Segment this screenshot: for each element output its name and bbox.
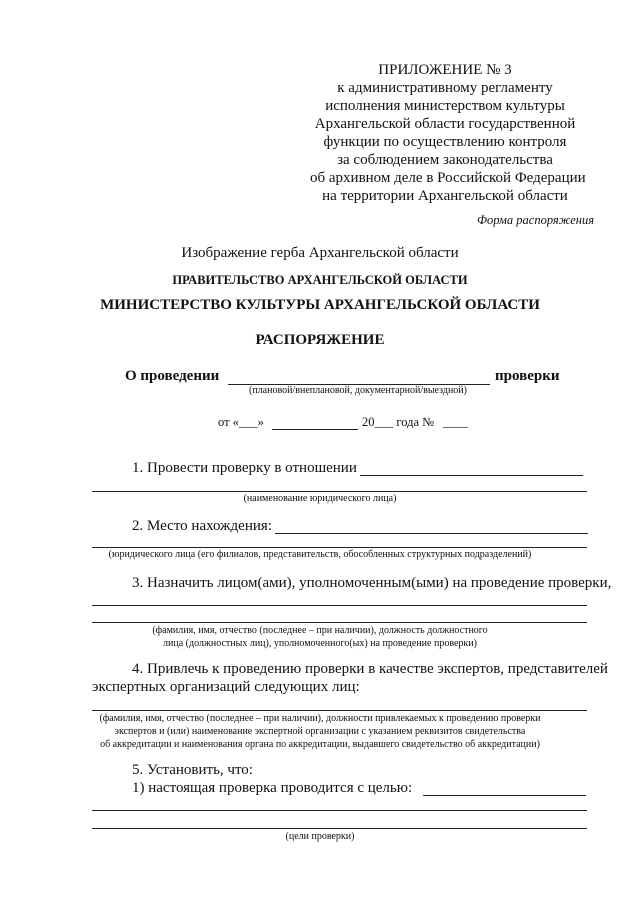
item3-hint-1: (фамилия, имя, отчество (последнее – при наличии), должность должностного [152,625,488,636]
date-year-label: 20___ года № [362,415,435,429]
subject-prefix: О проведении [125,368,220,384]
item4-text-line2: экспертных организаций следующих лиц: [92,679,360,695]
appendix-title: ПРИЛОЖЕНИЕ № 3 [378,62,512,78]
appendix-line: функции по осуществлению контроля [323,134,567,150]
item2-blank-full[interactable] [92,547,587,548]
item3-hint-2: лица (должностных лиц), уполномоченного(ых) на проведение проверки) [163,638,477,649]
item5-sub1-text: 1) настоящая проверка проводится с целью: [132,780,413,796]
ministry-heading: МИНИСТЕРСТВО КУЛЬТУРЫ АРХАНГЕЛЬСКОЙ ОБЛАСТИ [100,297,540,313]
item5-hint: (цели проверки) [285,831,355,842]
subject-suffix: проверки [495,368,560,384]
appendix-line: к административному регламенту [337,80,553,96]
subject-hint: (плановой/внеплановой, документарной/выездной) [249,385,467,396]
item4-hint-1: (фамилия, имя, отчество (последнее – при наличии), должности привлекаемых к проведению проверки [99,713,541,724]
item1-blank-full[interactable] [92,491,587,492]
item5-sub1-blank[interactable] [423,795,586,796]
item3-text: 3. Назначить лицом(ами), уполномоченным(ыми) на проведение проверки, [132,575,612,591]
government-heading: ПРАВИТЕЛЬСТВО АРХАНГЕЛЬСКОЙ ОБЛАСТИ [172,273,468,287]
appendix-line: об архивном деле в Российской Федерации [310,170,586,186]
item1-blank[interactable] [360,475,583,476]
item2-text: 2. Место нахождения: [132,518,272,534]
item4-blank[interactable] [92,710,587,711]
item5-blank-1[interactable] [92,810,587,811]
coat-of-arms-placeholder: Изображение герба Архангельской области [181,245,459,261]
document-type-heading: РАСПОРЯЖЕНИЕ [255,332,385,348]
item3-blank-2[interactable] [92,622,587,623]
appendix-line: исполнения министерством культуры [325,98,565,114]
item2-blank[interactable] [275,533,588,534]
appendix-line: Архангельской области государственной [314,116,576,132]
item5-text: 5. Установить, что: [132,762,253,778]
appendix-line: за соблюдением законодательства [337,152,553,168]
item4-hint-3: об аккредитации и наименования органа по аккредитации, выдавшего свидетельство об аккредитации) [100,739,540,750]
item1-hint: (наименование юридического лица) [243,493,397,504]
date-day: от «___» [218,415,264,429]
appendix-line: на территории Архангельской области [322,188,568,204]
item2-hint: (юридического лица (его филиалов, представительств, обособленных структурных подразделений) [108,549,532,560]
date-month-blank[interactable] [272,429,358,430]
date-number-blank[interactable]: ____ [443,415,468,429]
item4-text-line1: 4. Привлечь к проведению проверки в качестве экспертов, представителей [132,661,608,677]
item5-blank-2[interactable] [92,828,587,829]
item1-text: 1. Провести проверку в отношении [132,460,357,476]
form-note: Форма распоряжения [477,213,594,227]
item4-hint-2: экспертов и (или) наименование экспертной организации с указанием реквизитов свидетельства [114,726,526,737]
item3-blank-1[interactable] [92,605,587,606]
